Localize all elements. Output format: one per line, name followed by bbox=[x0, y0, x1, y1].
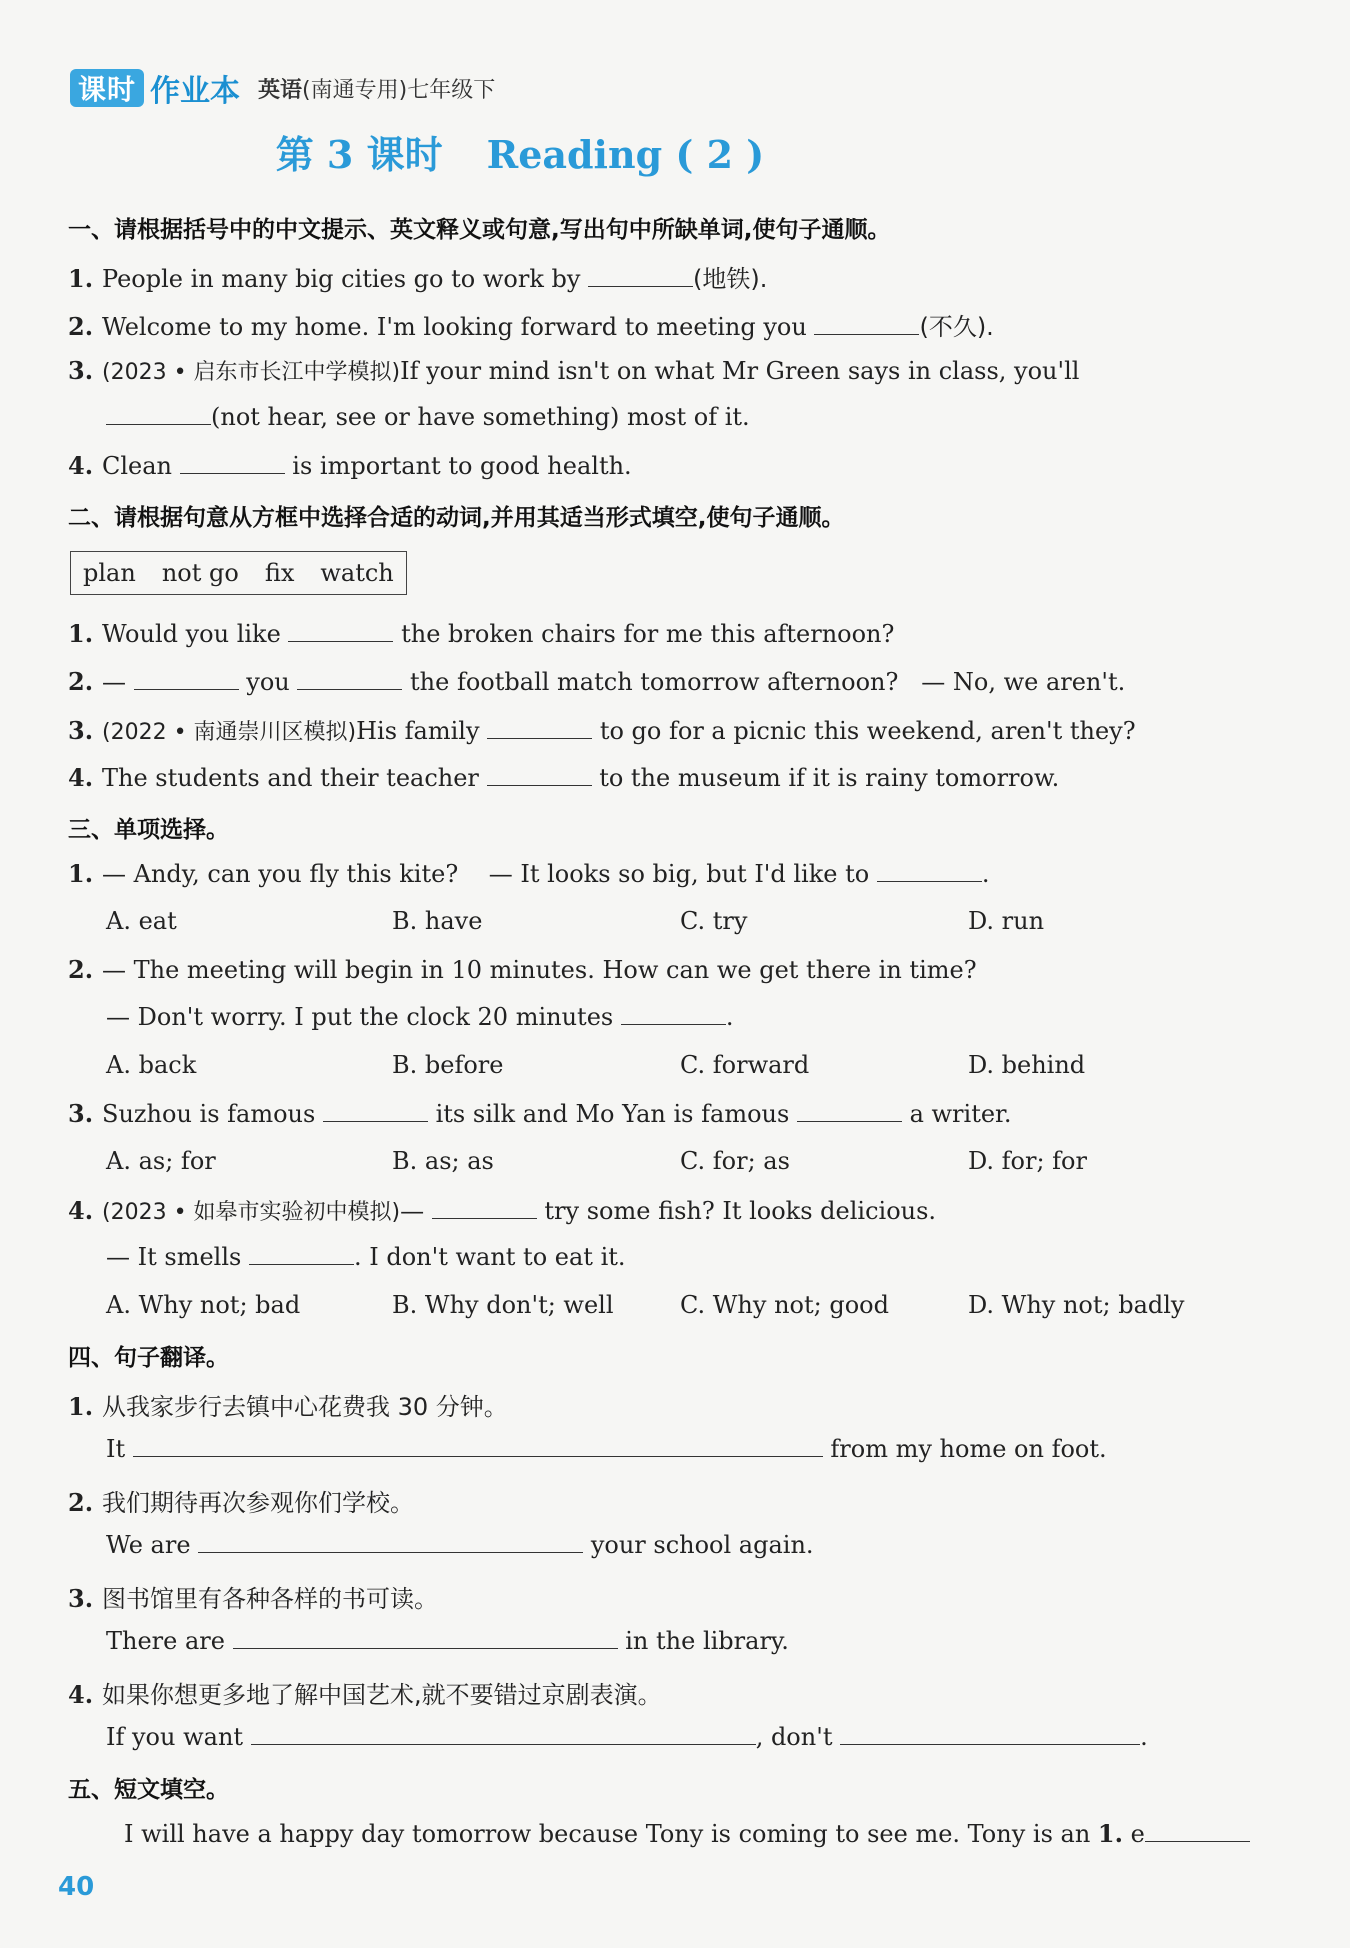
answer-blank[interactable] bbox=[288, 621, 393, 642]
answer-blank[interactable] bbox=[840, 1724, 1140, 1745]
s3-question-3: 3. Suzhou is famous its silk and Mo Yan is famous a writer. bbox=[68, 1099, 1012, 1128]
section-2-title: 二、请根据句意从方框中选择合适的动词,并用其适当形式填空,使句子通顺。 bbox=[68, 505, 845, 531]
s4-answer-2: We are your school again. bbox=[106, 1531, 814, 1559]
answer-blank[interactable] bbox=[814, 314, 919, 335]
s4-answer-3: There are in the library. bbox=[106, 1627, 789, 1655]
s3-question-1: 1. — Andy, can you fly this kite? — It looks so big, but I'd like to . bbox=[68, 859, 990, 888]
word-option: not go bbox=[161, 559, 239, 587]
s3-question-4-cont: — It smells . I don't want to eat it. bbox=[106, 1243, 626, 1271]
passage-line: I will have a happy day tomorrow because Tony is coming to see me. Tony is an 1. e bbox=[124, 1819, 1250, 1848]
subject-label: 英语(南通专用)七年级下 bbox=[258, 77, 496, 103]
option-d[interactable]: D. behind bbox=[968, 1051, 1086, 1079]
option-d[interactable]: D. run bbox=[968, 907, 1045, 935]
option-c[interactable]: C. try bbox=[680, 907, 748, 935]
s4-question-4: 4. 如果你想更多地了解中国艺术,就不要错过京剧表演。 bbox=[68, 1680, 662, 1709]
s4-question-2: 2. 我们期待再次参观你们学校。 bbox=[68, 1488, 414, 1517]
answer-blank[interactable] bbox=[1145, 1821, 1250, 1842]
answer-blank[interactable] bbox=[487, 718, 592, 739]
word-box bbox=[70, 551, 407, 595]
s3-question-2-cont: — Don't worry. I put the clock 20 minutes . bbox=[106, 1003, 734, 1031]
answer-blank[interactable] bbox=[198, 1532, 583, 1553]
answer-blank[interactable] bbox=[797, 1101, 902, 1122]
s1-question-1: 1. People in many big cities go to work by (地铁). bbox=[68, 264, 768, 293]
lesson-number: 第 3 课时 bbox=[275, 132, 443, 177]
section-4-title: 四、句子翻译。 bbox=[68, 1345, 229, 1371]
answer-blank[interactable] bbox=[251, 1724, 756, 1745]
option-d[interactable]: D. for; for bbox=[968, 1147, 1087, 1175]
page-number: 40 bbox=[58, 1872, 95, 1902]
answer-blank[interactable] bbox=[297, 669, 402, 690]
answer-blank[interactable] bbox=[323, 1101, 428, 1122]
option-b[interactable]: B. as; as bbox=[392, 1147, 494, 1175]
option-c[interactable]: C. Why not; good bbox=[680, 1291, 889, 1319]
s2-question-3: 3. (2022 • 南通崇川区模拟)His family to go for a picnic this weekend, aren't they? bbox=[68, 716, 1136, 745]
s2-question-4: 4. The students and their teacher to the museum if it is rainy tomorrow. bbox=[68, 763, 1060, 792]
answer-blank[interactable] bbox=[133, 1436, 823, 1457]
option-b[interactable]: B. have bbox=[392, 907, 483, 935]
answer-blank[interactable] bbox=[621, 1004, 726, 1025]
s3-question-4: 4. (2023 • 如皋市实验初中模拟)— try some fish? It looks delicious. bbox=[68, 1196, 937, 1225]
option-b[interactable]: B. before bbox=[392, 1051, 504, 1079]
answer-blank[interactable] bbox=[180, 453, 285, 474]
s1-question-3: 3. (2023 • 启东市长江中学模拟)If your mind isn't on what Mr Green says in class, you'll bbox=[68, 356, 1080, 385]
option-a[interactable]: A. Why not; bad bbox=[106, 1291, 301, 1319]
s1-question-2: 2. Welcome to my home. I'm looking forward to meeting you (不久). bbox=[68, 312, 994, 341]
word-option: watch bbox=[320, 559, 394, 587]
s2-question-2: 2. — you the football match tomorrow afternoon? — No, we aren't. bbox=[68, 667, 1126, 696]
option-d[interactable]: D. Why not; badly bbox=[968, 1291, 1185, 1319]
lesson-title bbox=[0, 124, 1040, 179]
option-c[interactable]: C. forward bbox=[680, 1051, 810, 1079]
section-3-title: 三、单项选择。 bbox=[68, 817, 229, 843]
s4-answer-4: If you want , don't . bbox=[106, 1723, 1148, 1751]
s1-question-3-cont: (not hear, see or have something) most of it. bbox=[106, 403, 750, 431]
option-a[interactable]: A. as; for bbox=[106, 1147, 216, 1175]
brand-header bbox=[70, 66, 495, 110]
answer-blank[interactable] bbox=[106, 404, 211, 425]
brand-logo: 课时 bbox=[70, 69, 144, 107]
option-a[interactable]: A. eat bbox=[106, 907, 177, 935]
section-1-title: 一、请根据括号中的中文提示、英文释义或句意,写出句中所缺单词,使句子通顺。 bbox=[68, 217, 891, 243]
option-a[interactable]: A. back bbox=[106, 1051, 197, 1079]
s4-question-3: 3. 图书馆里有各种各样的书可读。 bbox=[68, 1584, 438, 1613]
lesson-name: Reading ( 2 ) bbox=[486, 132, 765, 177]
answer-blank[interactable] bbox=[487, 765, 592, 786]
s2-question-1: 1. Would you like the broken chairs for me this afternoon? bbox=[68, 619, 895, 648]
s3-question-2: 2. — The meeting will begin in 10 minutes. How can we get there in time? bbox=[68, 955, 977, 984]
answer-blank[interactable] bbox=[233, 1628, 618, 1649]
word-option: plan bbox=[83, 559, 136, 587]
s4-question-1: 1. 从我家步行去镇中心花费我 30 分钟。 bbox=[68, 1392, 508, 1421]
answer-blank[interactable] bbox=[877, 861, 982, 882]
s4-answer-1: It from my home on foot. bbox=[106, 1435, 1107, 1463]
word-option: fix bbox=[264, 559, 295, 587]
answer-blank[interactable] bbox=[134, 669, 239, 690]
option-b[interactable]: B. Why don't; well bbox=[392, 1291, 614, 1319]
section-5-title: 五、短文填空。 bbox=[68, 1777, 229, 1803]
brand-name: 作业本 bbox=[150, 74, 241, 109]
answer-blank[interactable] bbox=[249, 1244, 354, 1265]
answer-blank[interactable] bbox=[588, 266, 693, 287]
option-c[interactable]: C. for; as bbox=[680, 1147, 790, 1175]
answer-blank[interactable] bbox=[432, 1198, 537, 1219]
s1-question-4: 4. Clean is important to good health. bbox=[68, 451, 632, 480]
